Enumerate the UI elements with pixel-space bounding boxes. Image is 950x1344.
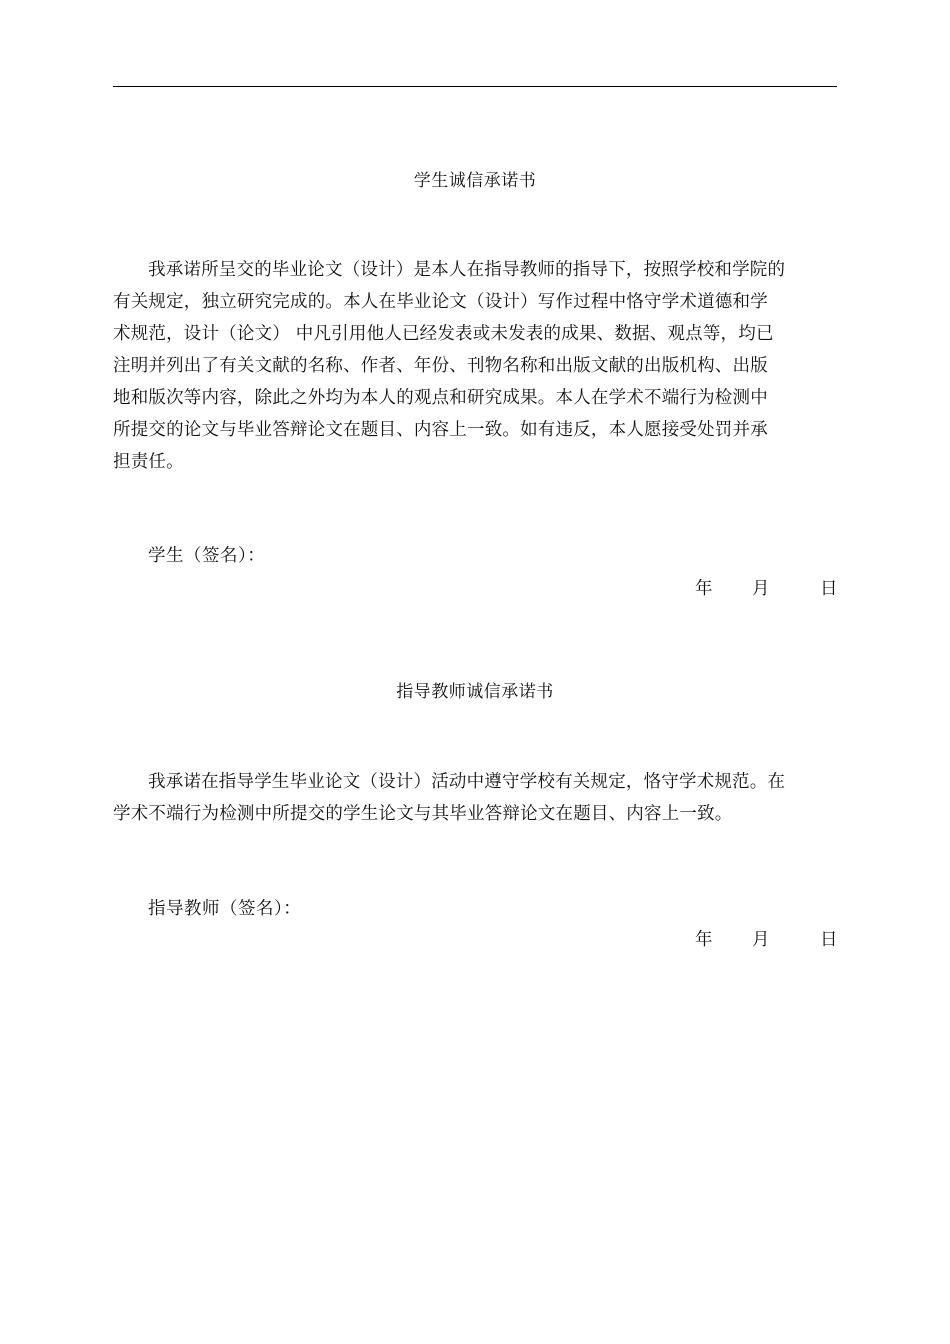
paragraph-line: 注明并列出了有关文献的名称、作者、年份、刊物名称和出版文献的出版机构、出版 <box>113 356 768 376</box>
student-signature-label: 学生（签名）： <box>148 546 266 566</box>
date-month-label: 月 <box>752 579 770 599</box>
paragraph-line: 有关规定，独立研究完成的。本人在毕业论文（设计）写作过程中恪守学术道德和学 <box>113 292 768 312</box>
paragraph-line: 担责任。 <box>113 452 184 472</box>
advisor-pledge-title: 指导教师诚信承诺书 <box>396 682 554 702</box>
date-year-label: 年 <box>695 579 713 599</box>
date-day-label: 日 <box>820 579 838 599</box>
date-month-label: 月 <box>752 930 770 950</box>
date-day-label: 日 <box>820 930 838 950</box>
student-pledge-title: 学生诚信承诺书 <box>413 171 537 191</box>
student-pledge-body <box>113 254 837 478</box>
paragraph-line: 我承诺在指导学生毕业论文（设计）活动中遵守学校有关规定，恪守学术规范。在 <box>148 772 786 792</box>
paragraph-line: 术规范，设计（论文） 中凡引用他人已经发表或未发表的成果、数据、观点等，均已 <box>113 324 774 344</box>
paragraph-line: 我承诺所呈交的毕业论文（设计）是本人在指导教师的指导下，按照学校和学院的 <box>148 260 786 280</box>
paragraph-line: 地和版次等内容，除此之外均为本人的观点和研究成果。本人在学术不端行为检测中 <box>113 388 768 408</box>
advisor-pledge-body <box>113 766 837 830</box>
paragraph-line: 所提交的论文与毕业答辩论文在题目、内容上一致。如有违反，本人愿接受处罚并承 <box>113 420 768 440</box>
date-year-label: 年 <box>695 930 713 950</box>
header-rule <box>113 86 837 87</box>
advisor-signature-label: 指导教师（签名）： <box>148 899 302 919</box>
paragraph-line: 学术不端行为检测中所提交的学生论文与其毕业答辩论文在题目、内容上一致。 <box>113 804 733 824</box>
